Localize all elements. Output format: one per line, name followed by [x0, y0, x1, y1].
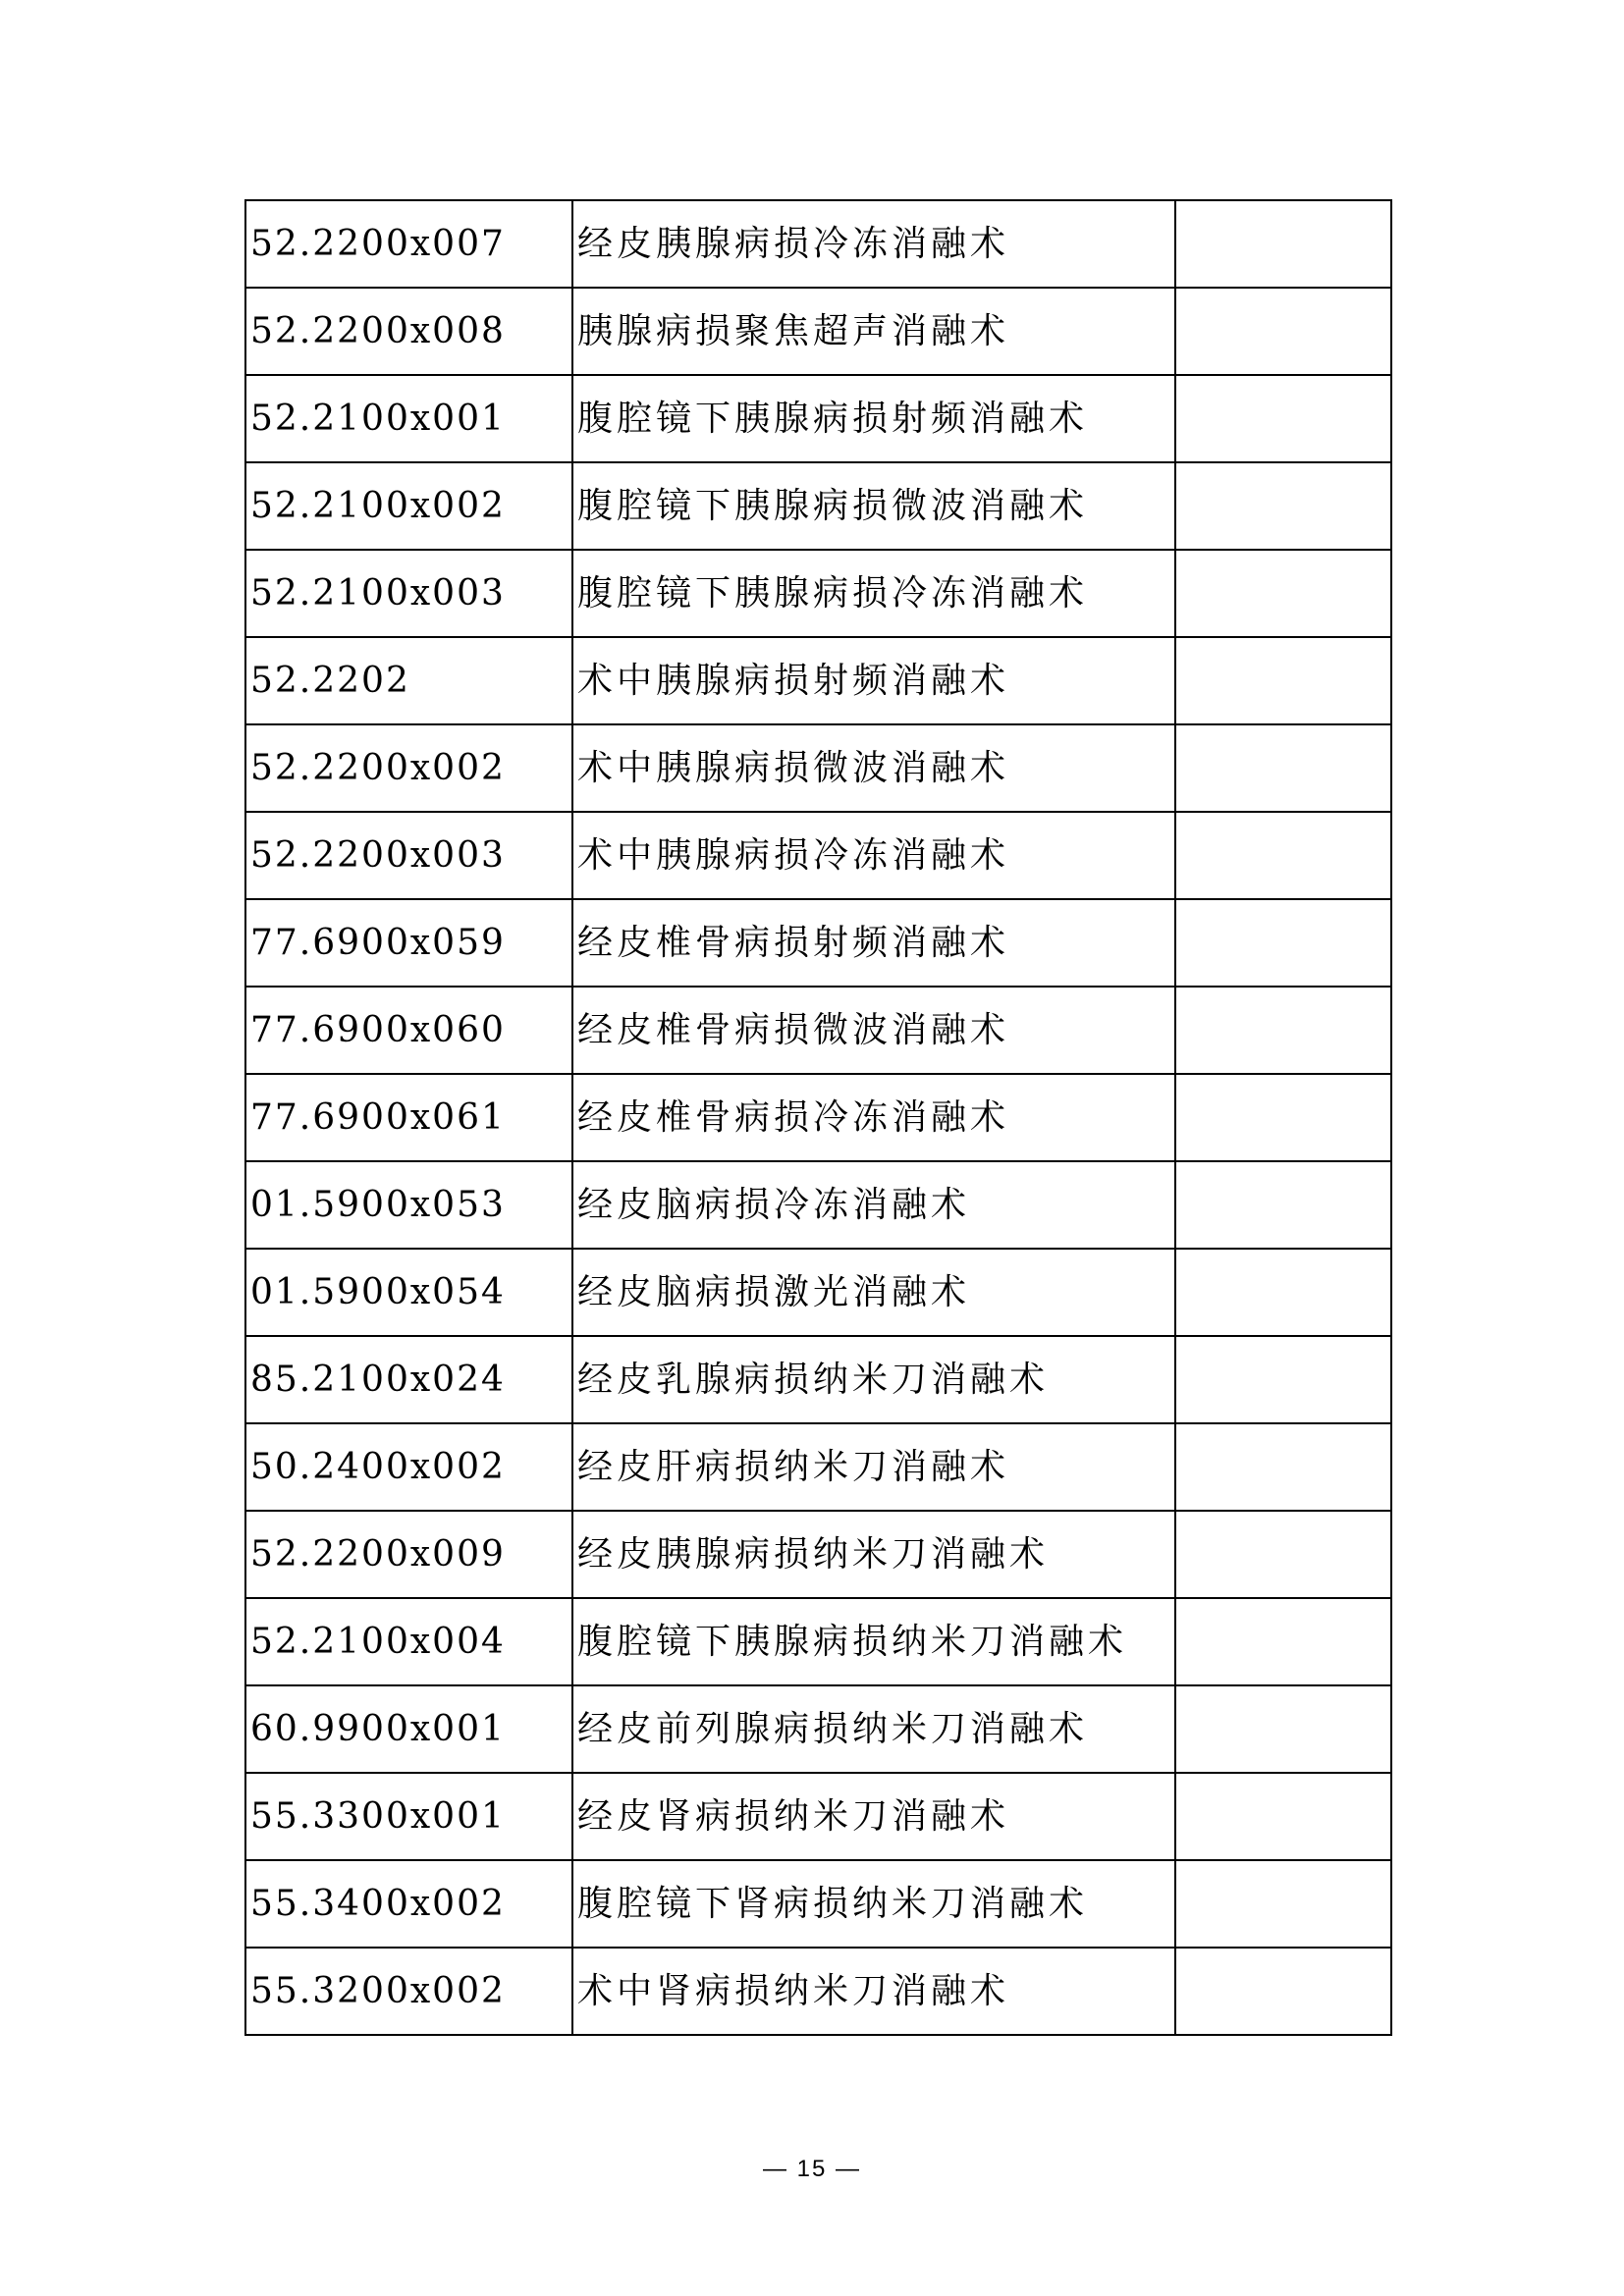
table-row	[245, 1249, 1391, 1336]
note-cell	[1175, 1773, 1391, 1860]
table-row	[245, 724, 1391, 812]
procedure-name-cell: 术中胰腺病损微波消融术	[572, 724, 1175, 812]
procedure-name-cell: 经皮乳腺病损纳米刀消融术	[572, 1336, 1175, 1423]
note-cell	[1175, 375, 1391, 462]
procedure-code-cell: 52.2100x003	[245, 550, 572, 637]
note-cell	[1175, 1249, 1391, 1336]
procedure-code-cell: 52.2100x001	[245, 375, 572, 462]
procedure-name-cell: 经皮椎骨病损射频消融术	[572, 899, 1175, 987]
procedure-code-cell: 52.2202	[245, 637, 572, 724]
procedure-name-cell: 经皮椎骨病损冷冻消融术	[572, 1074, 1175, 1161]
procedure-code-cell: 52.2200x008	[245, 288, 572, 375]
procedure-code-cell: 60.9900x001	[245, 1685, 572, 1773]
note-cell	[1175, 550, 1391, 637]
table-row	[245, 637, 1391, 724]
procedure-code-cell: 52.2200x007	[245, 200, 572, 288]
table-row	[245, 1423, 1391, 1511]
procedure-code-cell: 55.3400x002	[245, 1860, 572, 1948]
table-row	[245, 550, 1391, 637]
table-row	[245, 288, 1391, 375]
procedure-code-cell: 77.6900x059	[245, 899, 572, 987]
note-cell	[1175, 1948, 1391, 2035]
procedure-name-cell: 经皮肾病损纳米刀消融术	[572, 1773, 1175, 1860]
procedure-name-cell: 经皮前列腺病损纳米刀消融术	[572, 1685, 1175, 1773]
procedure-code-cell: 77.6900x060	[245, 987, 572, 1074]
table-row	[245, 1685, 1391, 1773]
procedure-code-cell: 01.5900x054	[245, 1249, 572, 1336]
procedure-name-cell: 经皮椎骨病损微波消融术	[572, 987, 1175, 1074]
procedure-name-cell: 腹腔镜下胰腺病损射频消融术	[572, 375, 1175, 462]
note-cell	[1175, 1860, 1391, 1948]
table-row	[245, 1336, 1391, 1423]
procedure-code-cell: 85.2100x024	[245, 1336, 572, 1423]
procedure-name-cell: 腹腔镜下胰腺病损微波消融术	[572, 462, 1175, 550]
note-cell	[1175, 812, 1391, 899]
table-row	[245, 1074, 1391, 1161]
note-cell	[1175, 1685, 1391, 1773]
table-row	[245, 1948, 1391, 2035]
note-cell	[1175, 724, 1391, 812]
note-cell	[1175, 1511, 1391, 1598]
note-cell	[1175, 1423, 1391, 1511]
table-row	[245, 1860, 1391, 1948]
procedure-code-cell: 52.2100x002	[245, 462, 572, 550]
procedure-name-cell: 术中胰腺病损冷冻消融术	[572, 812, 1175, 899]
note-cell	[1175, 462, 1391, 550]
table-row	[245, 899, 1391, 987]
note-cell	[1175, 288, 1391, 375]
procedure-name-cell: 腹腔镜下肾病损纳米刀消融术	[572, 1860, 1175, 1948]
procedure-name-cell: 术中肾病损纳米刀消融术	[572, 1948, 1175, 2035]
table-row	[245, 987, 1391, 1074]
procedure-name-cell: 经皮脑病损冷冻消融术	[572, 1161, 1175, 1249]
note-cell	[1175, 1074, 1391, 1161]
procedure-code-cell: 52.2100x004	[245, 1598, 572, 1685]
table-row	[245, 1598, 1391, 1685]
table-row	[245, 1161, 1391, 1249]
table-row	[245, 1511, 1391, 1598]
procedure-name-cell: 腹腔镜下胰腺病损冷冻消融术	[572, 550, 1175, 637]
note-cell	[1175, 637, 1391, 724]
procedure-code-cell: 52.2200x009	[245, 1511, 572, 1598]
procedure-name-cell: 经皮胰腺病损冷冻消融术	[572, 200, 1175, 288]
note-cell	[1175, 1336, 1391, 1423]
table-row	[245, 462, 1391, 550]
procedure-name-cell: 腹腔镜下胰腺病损纳米刀消融术	[572, 1598, 1175, 1685]
procedure-code-cell: 50.2400x002	[245, 1423, 572, 1511]
procedure-name-cell: 经皮肝病损纳米刀消融术	[572, 1423, 1175, 1511]
table-row	[245, 1773, 1391, 1860]
table-body	[245, 200, 1391, 2035]
procedure-code-table	[244, 199, 1392, 2036]
page-number: — 15 —	[762, 2156, 862, 2182]
procedure-code-cell: 77.6900x061	[245, 1074, 572, 1161]
note-cell	[1175, 899, 1391, 987]
procedure-name-cell: 经皮胰腺病损纳米刀消融术	[572, 1511, 1175, 1598]
procedure-code-cell: 55.3200x002	[245, 1948, 572, 2035]
procedure-name-cell: 经皮脑病损激光消融术	[572, 1249, 1175, 1336]
procedure-code-cell: 52.2200x002	[245, 724, 572, 812]
table-row	[245, 200, 1391, 288]
note-cell	[1175, 200, 1391, 288]
procedure-name-cell: 胰腺病损聚焦超声消融术	[572, 288, 1175, 375]
procedure-name-cell: 术中胰腺病损射频消融术	[572, 637, 1175, 724]
note-cell	[1175, 1161, 1391, 1249]
procedure-code-cell: 01.5900x053	[245, 1161, 572, 1249]
procedure-code-cell: 55.3300x001	[245, 1773, 572, 1860]
procedure-code-cell: 52.2200x003	[245, 812, 572, 899]
table-row	[245, 375, 1391, 462]
note-cell	[1175, 987, 1391, 1074]
table-row	[245, 812, 1391, 899]
note-cell	[1175, 1598, 1391, 1685]
